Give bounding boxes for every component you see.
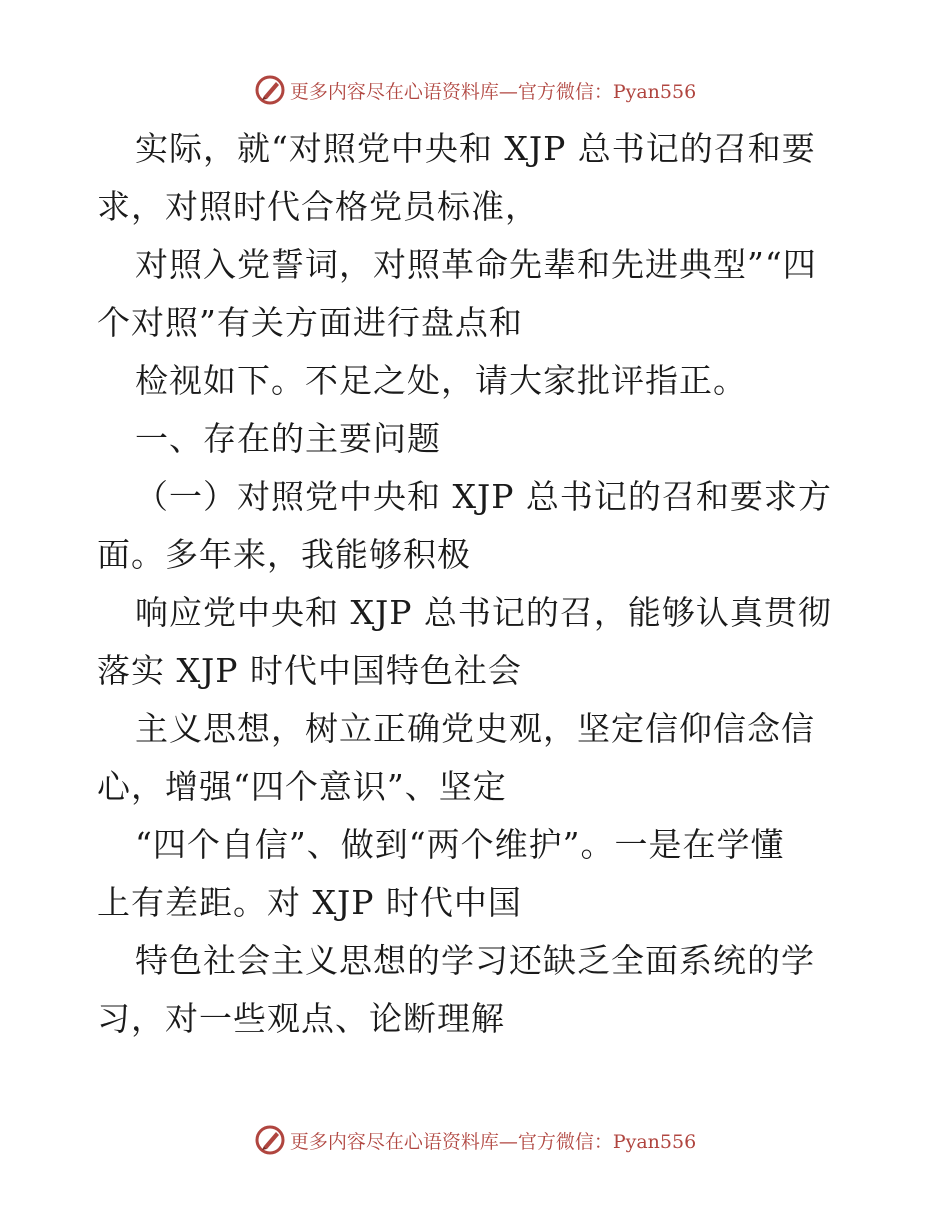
pen-logo-icon: [254, 1124, 286, 1156]
text-line: “四个自信”、做到“两个维护”。一是在学懂: [135, 825, 785, 864]
text-line: 上有差距。对 XJP 时代中国: [97, 883, 522, 922]
text-line: 习，对一些观点、论断理解: [97, 999, 505, 1038]
text-line: 一、存在的主要问题: [135, 419, 441, 458]
text-line: 落实 XJP 时代中国特色社会: [97, 651, 522, 690]
text-line: 检视如下。不足之处，请大家批评指正。: [135, 361, 747, 400]
text-line: 对照入党誓词，对照革命先辈和先进典型”“四: [135, 245, 817, 284]
text-line: 响应党中央和 XJP 总书记的召，能够认真贯彻: [135, 593, 832, 632]
text-line: 求，对照时代合格党员标准，: [97, 187, 539, 226]
pen-logo-icon: [254, 74, 286, 106]
footer-banner-text: 更多内容尽在心语资料库—官方微信：Pyan556: [289, 1130, 697, 1153]
document-body: [97, 120, 857, 1048]
footer-banner: [0, 1120, 950, 1160]
text-line: 实际，就“对照党中央和 XJP 总书记的召和要: [135, 129, 816, 168]
header-banner: [0, 70, 950, 110]
text-line: 个对照”有关方面进行盘点和: [97, 303, 523, 342]
text-line: 心，增强“四个意识”、坚定: [97, 767, 507, 806]
text-line: 主义思想，树立正确党史观，坚定信仰信念信: [135, 709, 815, 748]
text-line: 特色社会主义思想的学习还缺乏全面系统的学: [135, 941, 815, 980]
text-line: 面。多年来，我能够积极: [97, 535, 471, 574]
header-banner-text: 更多内容尽在心语资料库—官方微信：Pyan556: [289, 80, 697, 103]
text-line: （一）对照党中央和 XJP 总书记的召和要求方: [135, 477, 832, 516]
